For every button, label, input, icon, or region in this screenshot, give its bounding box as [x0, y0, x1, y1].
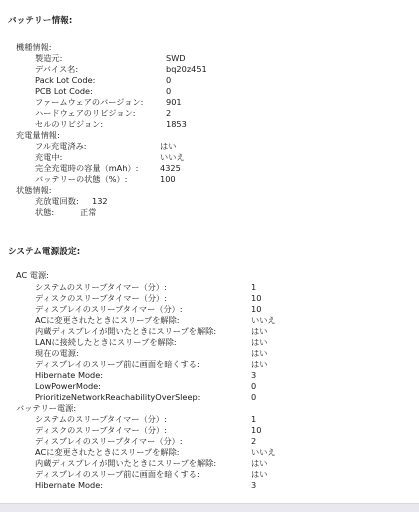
row-value: 10: [251, 293, 262, 303]
row-value: 0: [166, 86, 172, 96]
row-value: 0: [251, 381, 257, 391]
row-label: バッテリーの状態（%）:: [35, 174, 128, 184]
row-label: LANに接続したときにスリープを解除:: [35, 337, 177, 347]
ac-power-header: AC 電源:: [16, 270, 49, 280]
row-value: 10: [251, 425, 262, 435]
row-label: PCB Lot Code:: [35, 86, 93, 96]
row-value: 1: [251, 282, 257, 292]
battery-power-header: バッテリー電源:: [16, 403, 77, 413]
row-label: ACに変更されたときにスリープを解除:: [35, 315, 180, 325]
row-value: SWD: [166, 53, 186, 63]
row-value: 正常: [80, 207, 97, 217]
row-value: はい: [251, 326, 268, 336]
row-value: 100: [160, 174, 176, 184]
row-label: ディスプレイのスリープ前に画面を暗くする:: [35, 469, 200, 479]
row-value: 2: [251, 436, 257, 446]
battery-info-title: バッテリー情報:: [8, 16, 73, 26]
row-label: ディスプレイのスリープタイマー（分）:: [35, 304, 183, 314]
row-value: 3: [251, 370, 257, 380]
row-label: システムのスリープタイマー（分）:: [35, 414, 167, 424]
row-value: 1853: [166, 119, 187, 129]
row-label: 完全充電時の容量（mAh）:: [35, 163, 139, 173]
row-value: 0: [166, 75, 172, 85]
row-label: Pack Lot Code:: [35, 75, 96, 85]
row-label: 内蔵ディスプレイが開いたときにスリープを解除:: [35, 458, 217, 468]
row-value: 10: [251, 304, 262, 314]
row-label: 状態:: [35, 207, 55, 217]
model-info-header: 機種情報:: [16, 42, 52, 52]
row-value: bq20z451: [166, 64, 207, 74]
row-value: 132: [92, 196, 108, 206]
row-value: 0: [251, 392, 257, 402]
row-label: ディスプレイのスリープ前に画面を暗くする:: [35, 359, 200, 369]
row-label: ハードウェアのリビジョン:: [35, 108, 136, 118]
row-label: Hibernate Mode:: [35, 480, 104, 490]
row-label: ディスクのスリープタイマー（分）:: [35, 293, 167, 303]
power-settings-title: システム電源設定:: [8, 247, 81, 257]
row-label: ファームウェアのバージョン:: [35, 97, 144, 107]
row-value: 3: [251, 480, 257, 490]
row-value: いいえ: [251, 315, 276, 325]
row-value: はい: [251, 337, 268, 347]
row-value: いいえ: [251, 447, 276, 457]
row-label: デバイス名:: [35, 64, 79, 74]
row-value: はい: [251, 458, 268, 468]
row-label: フル充電済み:: [35, 141, 87, 151]
row-value: 1: [251, 414, 257, 424]
row-label: システムのスリープタイマー（分）:: [35, 282, 167, 292]
row-label: 充放電回数:: [35, 196, 79, 206]
row-label: 現在の電源:: [35, 348, 79, 358]
row-label: 製造元:: [35, 53, 63, 63]
row-value: 4325: [160, 163, 181, 173]
status-info-header: 状態情報:: [16, 185, 52, 195]
row-value: はい: [160, 141, 177, 151]
row-label: LowPowerMode:: [35, 381, 101, 391]
charge-info-header: 充電量情報:: [16, 130, 60, 140]
window-bottom-bar: [0, 503, 419, 512]
row-label: 内蔵ディスプレイが開いたときにスリープを解除:: [35, 326, 217, 336]
row-label: セルのリビジョン:: [35, 119, 104, 129]
row-value: いいえ: [160, 152, 185, 162]
row-value: はい: [251, 359, 268, 369]
row-label: ディスプレイのスリープタイマー（分）:: [35, 436, 183, 446]
row-value: 901: [166, 97, 182, 107]
row-value: はい: [251, 348, 268, 358]
row-value: はい: [251, 469, 268, 479]
row-label: 充電中:: [35, 152, 63, 162]
row-label: ディスクのスリープタイマー（分）:: [35, 425, 167, 435]
row-label: ACに変更されたときにスリープを解除:: [35, 447, 180, 457]
row-value: 2: [166, 108, 172, 118]
row-label: Hibernate Mode:: [35, 370, 104, 380]
row-label: PrioritizeNetworkReachabilityOverSleep:: [35, 392, 201, 402]
